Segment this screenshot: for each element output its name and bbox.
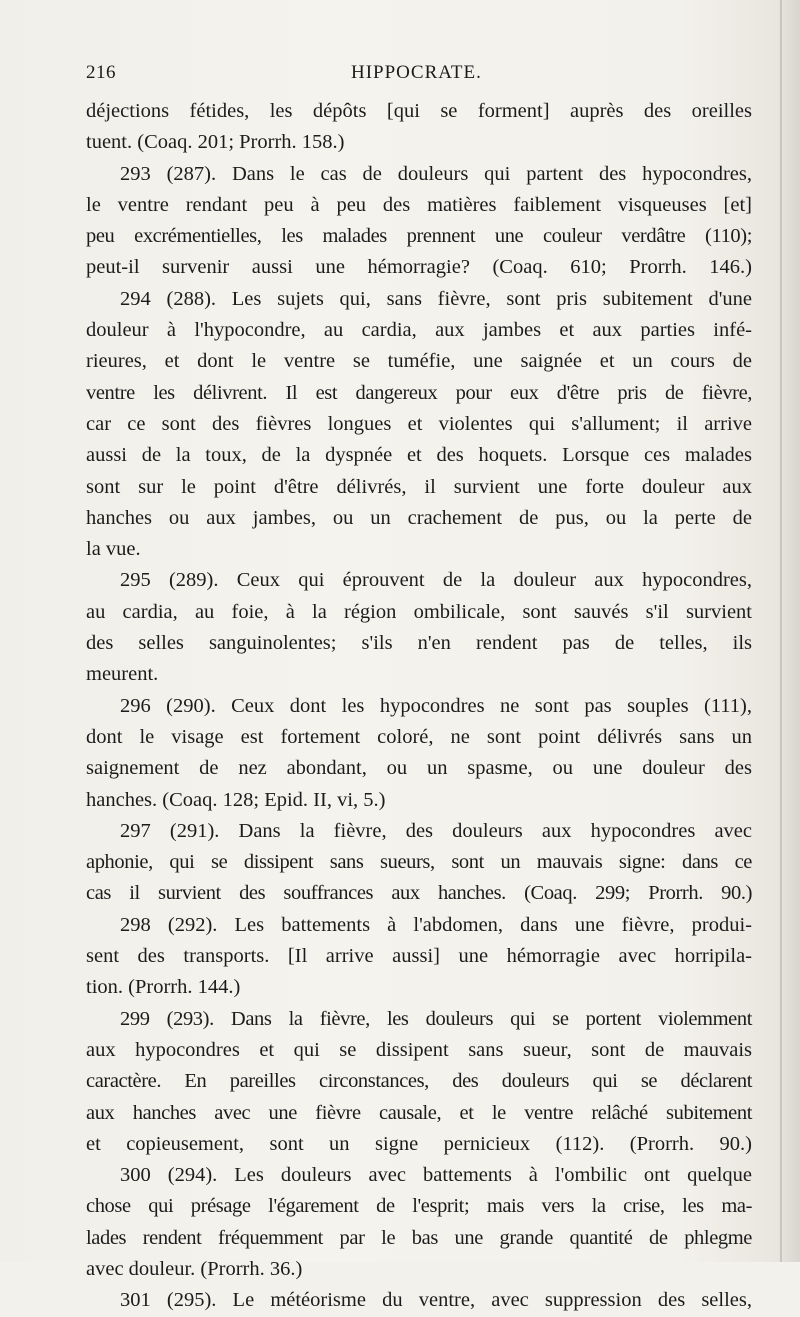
text-line: 293 (287). Dans le cas de douleurs qui partent des hypocondres, <box>120 162 752 185</box>
text-line: 295 (289). Ceux qui éprouvent de la douleur aux hypocondres, <box>120 569 752 592</box>
text-line: aux hypocondres et qui se dissipent sans sueur, sont de mauvais <box>86 1038 752 1061</box>
text-line: au cardia, au foie, à la région ombilicale, sont sauvés s'il survient <box>86 600 752 623</box>
text-line: 297 (291). Dans la fièvre, des douleurs aux hypocondres avec <box>120 819 752 842</box>
text-line: aphonie, qui se dissipent sans sueurs, sont un mauvais signe: dans ce <box>86 851 752 874</box>
text-line: 299 (293). Dans la fièvre, les douleurs qui se portent violemment <box>120 1007 752 1030</box>
text-line: meurent. <box>86 663 159 686</box>
text-line: le ventre rendant peu à peu des matières faiblement visqueuses [et] <box>86 193 752 216</box>
text-line: sent des transports. [Il arrive aussi] une hémorragie avec horripila- <box>86 945 752 968</box>
text-line: douleur à l'hypocondre, au cardia, aux jambes et aux parties infé- <box>86 319 752 342</box>
page-number: 216 <box>86 62 116 83</box>
text-line: 298 (292). Les battements à l'abdomen, dans une fièvre, produi- <box>120 913 752 936</box>
text-line: et copieusement, sont un signe pernicieux (112). (Prorrh. 90.) <box>86 1132 752 1155</box>
text-line: dont le visage est fortement coloré, ne sont point délivrés sans un <box>86 725 752 748</box>
text-line: 296 (290). Ceux dont les hypocondres ne sont pas souples (111), <box>120 694 752 717</box>
text-line: hanches. (Coaq. 128; Epid. II, vi, 5.) <box>86 788 386 811</box>
text-line: saignement de nez abondant, ou un spasme, ou une douleur des <box>86 757 752 780</box>
text-line: la vue. <box>86 538 141 561</box>
text-line: 301 (295). Le météorisme du ventre, avec suppression des selles, <box>120 1289 752 1312</box>
text-line: sont sur le point d'être délivrés, il survient une forte douleur aux <box>86 475 752 498</box>
text-line: aussi de la toux, de la dyspnée et des hoquets. Lorsque ces malades <box>86 444 752 467</box>
body-text <box>86 96 752 1317</box>
text-line: peut-il survenir aussi une hémorragie? (Coaq. 610; Prorrh. 146.) <box>86 256 752 279</box>
text-line: hanches ou aux jambes, ou un crachement de pus, ou la perte de <box>86 506 752 529</box>
text-line: cas il survient des souffrances aux hanches. (Coaq. 299; Prorrh. 90.) <box>86 882 752 905</box>
text-line: avec douleur. (Prorrh. 36.) <box>86 1257 303 1280</box>
text-line: lades rendent fréquemment par le bas une grande quantité de phlegme <box>86 1226 752 1249</box>
text-line: tuent. (Coaq. 201; Prorrh. 158.) <box>86 131 345 154</box>
text-line: 294 (288). Les sujets qui, sans fièvre, sont pris subitement d'une <box>120 287 752 310</box>
text-line: 300 (294). Les douleurs avec battements à l'ombilic ont quelque <box>120 1164 752 1187</box>
page-gutter <box>780 0 782 1262</box>
text-line: chose qui présage l'égarement de l'esprit; mais vers la crise, les ma- <box>86 1195 752 1218</box>
text-line: rieures, et dont le ventre se tuméfie, une saignée et un cours de <box>86 350 752 373</box>
page-header <box>86 62 752 88</box>
text-line: des selles sanguinolentes; s'ils n'en rendent pas de telles, ils <box>86 632 752 655</box>
text-line: aux hanches avec une fièvre causale, et le ventre relâché subitement <box>86 1101 752 1124</box>
text-line: peu excrémentielles, les malades prennent une couleur verdâtre (110); <box>86 225 752 248</box>
text-line: déjections fétides, les dépôts [qui se forment] auprès des oreilles <box>86 100 752 122</box>
text-line: car ce sont des fièvres longues et violentes qui s'allument; il arrive <box>86 412 752 435</box>
text-line: caractère. En pareilles circonstances, des douleurs qui se déclarent <box>86 1070 752 1093</box>
running-title: HIPPOCRATE. <box>351 62 482 83</box>
text-line: ventre les délivrent. Il est dangereux pour eux d'être pris de fièvre, <box>86 381 752 404</box>
text-line: tion. (Prorrh. 144.) <box>86 976 241 999</box>
